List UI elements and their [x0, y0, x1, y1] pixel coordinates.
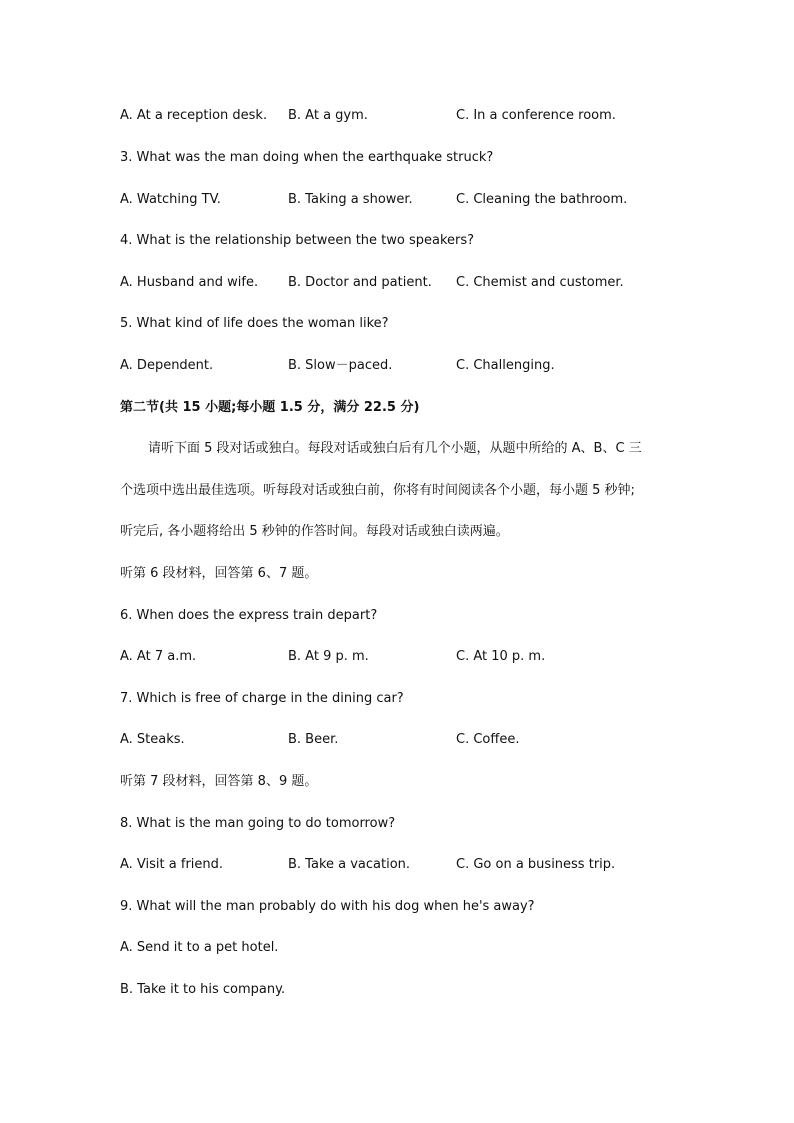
q6-option-b: B. At 9 p. m. — [288, 649, 369, 664]
q6-question: 6. When does the express train depart? — [120, 608, 378, 623]
q7-question: 7. Which is free of charge in the dining car? — [120, 691, 404, 706]
instructions-line-2: 个选项中选出最佳选项。听每段对话或独白前，你将有时间阅读各个小题，每小题 5 秒钟; — [120, 483, 635, 498]
q7-option-a: A. Steaks. — [120, 732, 185, 747]
q2-option-b: B. At a gym. — [288, 108, 368, 123]
q8-option-c: C. Go on a business trip. — [456, 857, 616, 872]
q7-option-c: C. Coffee. — [456, 732, 520, 747]
instructions-line-1: 请听下面 5 段对话或独白。每段对话或独白后有几个小题，从题中所给的 A、B、C 三 — [148, 441, 642, 456]
passage-7-label: 听第 7 段材料，回答第 8、9 题。 — [120, 774, 318, 789]
q6-option-c: C. At 10 p. m. — [456, 649, 546, 664]
q4-option-b: B. Doctor and patient. — [288, 275, 432, 290]
q4-question: 4. What is the relationship between the two speakers? — [120, 233, 475, 248]
q5-option-a: A. Dependent. — [120, 358, 214, 373]
section-heading: 第二节(共 15 小题;每小题 1.5 分，满分 22.5 分) — [120, 400, 420, 415]
q7-option-b: B. Beer. — [288, 732, 339, 747]
q8-option-a: A. Visit a friend. — [120, 857, 224, 872]
passage-6-label: 听第 6 段材料，回答第 6、7 题。 — [120, 566, 318, 581]
q6-option-a: A. At 7 a.m. — [120, 649, 197, 664]
q3-option-b: B. Taking a shower. — [288, 192, 413, 207]
q3-option-a: A. Watching TV. — [120, 192, 221, 207]
q5-option-b: B. Slow－paced. — [288, 358, 393, 373]
q5-question: 5. What kind of life does the woman like? — [120, 316, 389, 331]
q4-option-a: A. Husband and wife. — [120, 275, 259, 290]
q2-option-c: C. In a conference room. — [456, 108, 616, 123]
q4-option-c: C. Chemist and customer. — [456, 275, 624, 290]
q2-option-a: A. At a reception desk. — [120, 108, 268, 123]
q3-option-c: C. Cleaning the bathroom. — [456, 192, 628, 207]
q9-question: 9. What will the man probably do with his dog when he's away? — [120, 899, 535, 914]
q8-option-b: B. Take a vacation. — [288, 857, 411, 872]
q5-option-c: C. Challenging. — [456, 358, 555, 373]
q8-question: 8. What is the man going to do tomorrow? — [120, 816, 396, 831]
instructions-line-3: 听完后, 各小题将给出 5 秒钟的作答时间。每段对话或独白读两遍。 — [120, 524, 509, 539]
q3-question: 3. What was the man doing when the earthquake struck? — [120, 150, 494, 165]
q9-option-b: B. Take it to his company. — [120, 982, 286, 997]
q9-option-a: A. Send it to a pet hotel. — [120, 940, 279, 955]
